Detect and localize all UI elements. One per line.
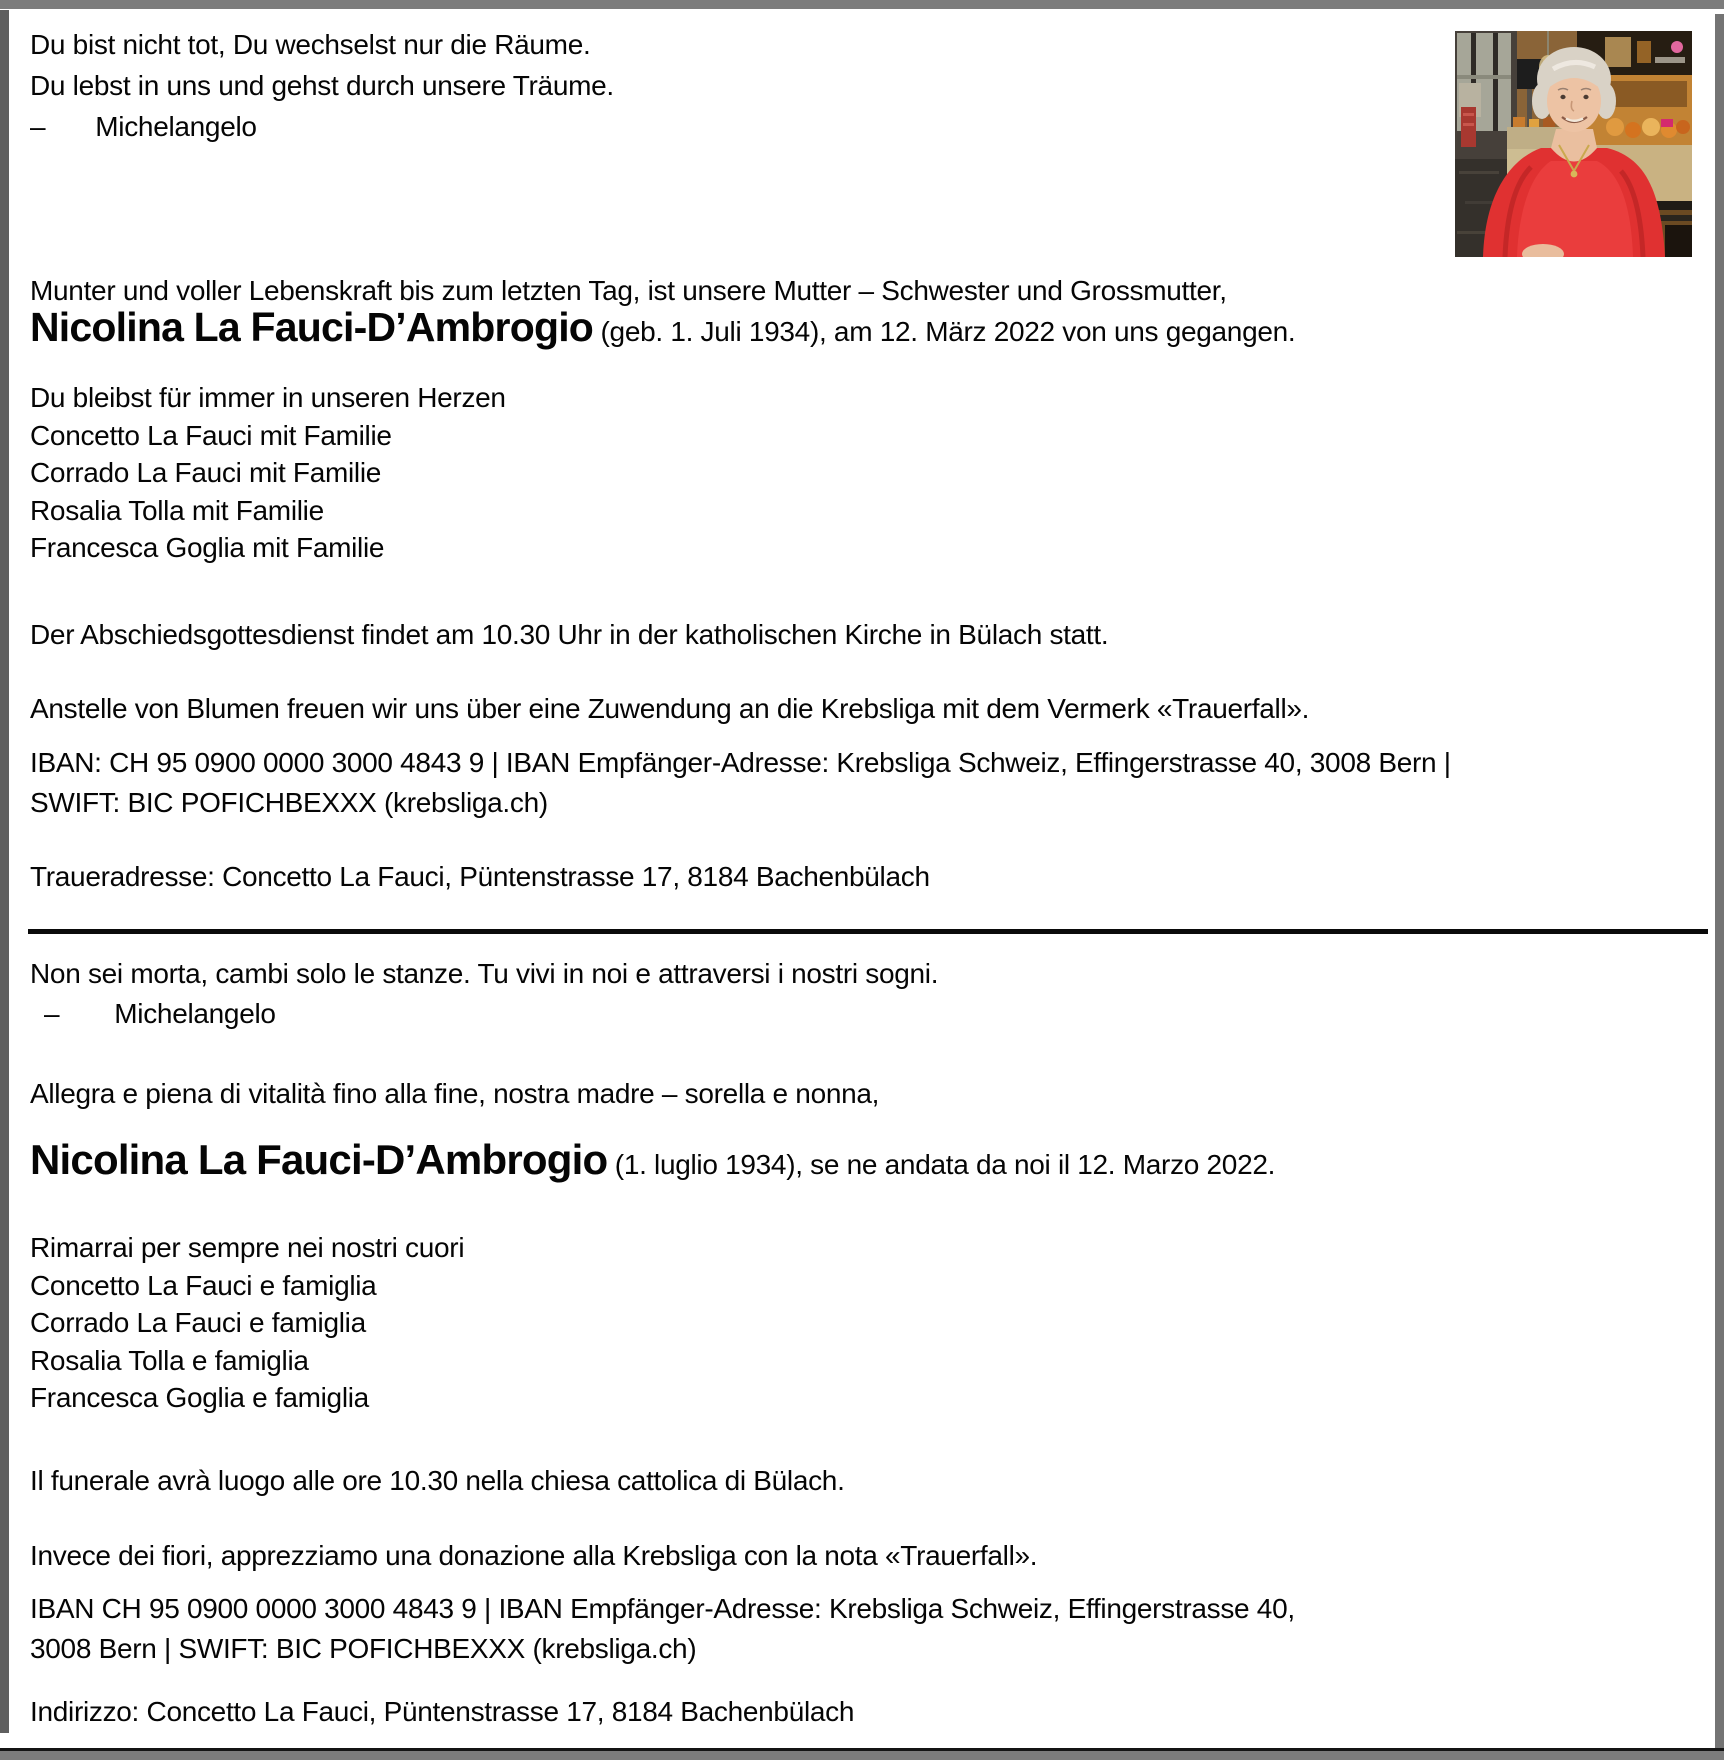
german-family-block xyxy=(30,379,506,567)
family-line: Corrado La Fauci mit Familie xyxy=(30,457,382,488)
quote-dash: – xyxy=(30,111,46,142)
family-line: Rosalia Tolla mit Familie xyxy=(30,494,324,526)
italian-service-line: Il funerale avrà luogo alle ore 10.30 nella chiesa cattolica di Bülach. xyxy=(30,1465,845,1496)
italian-donation-line: Invece dei fiori, apprezziamo una donazione alla Krebsliga con la nota «Trauerfall». xyxy=(30,1540,1038,1571)
quote-line: Du bist nicht tot, Du wechselst nur die Räume. xyxy=(30,29,591,60)
german-address-line: Traueradresse: Concetto La Fauci, Püntenstrasse 17, 8184 Bachenbülach xyxy=(30,861,930,892)
scan-border-bottom xyxy=(0,1751,1724,1760)
family-line: Corrado La Fauci e famiglia xyxy=(30,1307,366,1338)
german-quote xyxy=(30,24,614,147)
german-name-line xyxy=(30,303,1295,356)
german-donation-line: Anstelle von Blumen freuen wir uns über eine Zuwendung an die Krebsliga mit dem Vermerk «Trauerfall». xyxy=(30,693,1310,724)
family-line: Francesca Goglia e famiglia xyxy=(30,1382,369,1413)
family-line: Concetto La Fauci mit Familie xyxy=(30,419,392,451)
italian-intro-line: Allegra e piena di vitalità fino alla fine, nostra madre – sorella e nonna, xyxy=(30,1078,880,1109)
italian-quote-line: Non sei morta, cambi solo le stanze. Tu vivi in noi e attraversi i nostri sogni. xyxy=(30,958,939,989)
italian-address-line: Indirizzo: Concetto La Fauci, Püntenstrasse 17, 8184 Bachenbülach xyxy=(30,1696,855,1727)
german-name-suffix: (geb. 1. Juli 1934), am 12. März 2022 von uns gegangen. xyxy=(593,316,1296,347)
iban-line: IBAN CH 95 0900 0000 3000 4843 9 | IBAN Empfänger-Adresse: Krebsliga Schweiz, Effingerstrasse 40, xyxy=(30,1593,1295,1624)
family-line: Rosalia Tolla e famiglia xyxy=(30,1344,309,1376)
quote-author: Michelangelo xyxy=(95,111,257,142)
german-iban-block xyxy=(30,743,1451,823)
deceased-name: Nicolina La Fauci-D’Ambrogio xyxy=(30,304,594,350)
quote-author: Michelangelo xyxy=(114,998,276,1029)
scan-border-left xyxy=(0,10,9,1733)
german-service-line: Der Abschiedsgottesdienst findet am 10.30 Uhr in der katholischen Kirche in Bülach statt. xyxy=(30,619,1109,650)
italian-quote-attribution xyxy=(30,995,276,1033)
italian-name-suffix: (1. luglio 1934), se ne andata da noi il 12. Marzo 2022. xyxy=(607,1149,1276,1180)
italian-iban-block xyxy=(30,1589,1295,1669)
scan-border-right xyxy=(1715,14,1724,1750)
quote-dash: – xyxy=(44,998,60,1029)
german-intro-line: Munter und voller Lebenskraft bis zum letzten Tag, ist unsere Mutter – Schwester und Grossmutter, xyxy=(30,275,1227,306)
family-line: Concetto La Fauci e famiglia xyxy=(30,1269,377,1301)
family-line: Du bleibst für immer in unseren Herzen xyxy=(30,382,506,413)
iban-line: SWIFT: BIC POFICHBEXXX (krebsliga.ch) xyxy=(30,787,548,818)
italian-family-block xyxy=(30,1229,464,1417)
quote-line: Du lebst in uns und gehst durch unsere Träume. xyxy=(30,70,614,101)
family-line: Francesca Goglia mit Familie xyxy=(30,532,385,563)
scan-border-top xyxy=(0,0,1724,9)
iban-line: 3008 Bern | SWIFT: BIC POFICHBEXXX (krebsliga.ch) xyxy=(30,1633,697,1664)
family-line: Rimarrai per sempre nei nostri cuori xyxy=(30,1232,465,1263)
quote-attribution xyxy=(30,106,614,147)
iban-line: IBAN: CH 95 0900 0000 3000 4843 9 | IBAN Empfänger-Adresse: Krebsliga Schweiz, Effingerstrasse 40, 3008 Bern | xyxy=(30,747,1451,778)
portrait-photo xyxy=(1455,31,1692,257)
italian-name-line xyxy=(30,1135,1275,1190)
deceased-name: Nicolina La Fauci-D’Ambrogio xyxy=(30,1136,608,1183)
section-divider xyxy=(28,929,1708,934)
